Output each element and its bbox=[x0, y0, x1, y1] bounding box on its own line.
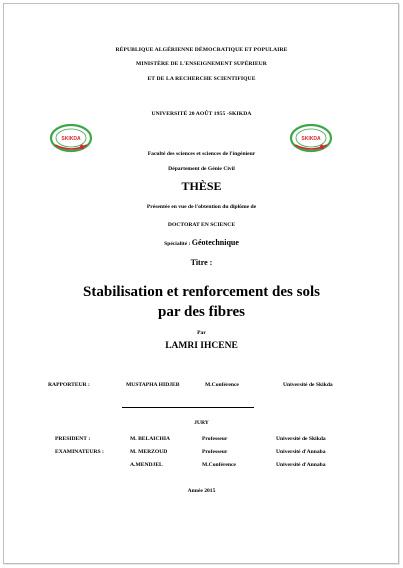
title-label: Titre : bbox=[190, 258, 213, 267]
header-research: ET DE LA RECHERCHE SCIENTIFIQUE bbox=[147, 76, 256, 82]
university-logo-left bbox=[49, 123, 93, 153]
rapporteur-name: MUSTAPHA HIDJEB bbox=[126, 382, 180, 388]
jury-grade: Professeur bbox=[202, 436, 228, 442]
jury-grade: M.Conférence bbox=[202, 462, 236, 468]
university-logo-icon bbox=[289, 123, 333, 153]
document-type: THÈSE bbox=[181, 179, 222, 193]
speciality-value: Géotechnique bbox=[191, 238, 239, 247]
university-logo-right bbox=[289, 123, 333, 153]
jury-role: PRESIDENT : bbox=[55, 436, 91, 442]
author-name: LAMRI IHCENE bbox=[165, 341, 238, 351]
rapporteur-grade: M.Conférence bbox=[205, 382, 239, 388]
degree-name: DOCTORAT EN SCIENCE bbox=[167, 222, 236, 228]
speciality bbox=[0, 238, 403, 247]
university-name: UNIVERSITÉ 20 AOÛT 1955 -SKIKDA bbox=[151, 111, 252, 117]
logo-text: SKIKDA bbox=[61, 136, 81, 142]
header-republic: RÉPUBLIQUE ALGÉRIENNE DÉMOCRATIQUE ET POPULAIRE bbox=[115, 47, 288, 53]
jury-institution: Université d'Annaba bbox=[276, 449, 326, 455]
jury-role: EXAMINATEURS : bbox=[55, 449, 104, 455]
university-logo-icon bbox=[49, 123, 93, 153]
jury-label: JURY bbox=[194, 420, 209, 426]
header-ministry: MINISTÈRE DE L'ENSEIGNEMENT SUPÉRIEUR bbox=[136, 61, 267, 67]
department-name: Département de Génie Civil bbox=[168, 166, 235, 172]
thesis-title-line-2: par des fibres bbox=[158, 304, 245, 320]
separator-line bbox=[122, 407, 254, 408]
faculty-name: Faculté des sciences et sciences de l'ingénieur bbox=[147, 151, 256, 157]
thesis-title-line-1: Stabilisation et renforcement des sols bbox=[83, 284, 320, 300]
jury-name: M. MERZOUD bbox=[130, 449, 168, 455]
jury-institution: Université de Skikda bbox=[276, 436, 326, 442]
rapporteur-role: RAPPORTEUR : bbox=[48, 382, 90, 388]
logo-text: SKIKDA bbox=[301, 136, 321, 142]
jury-institution: Université d'Annaba bbox=[276, 462, 326, 468]
jury-name: A.MENDJEL bbox=[130, 462, 163, 468]
presented-for: Présentée en vue de l'obtention du diplôme de bbox=[146, 204, 257, 210]
jury-name: M. BELAICHIA bbox=[130, 436, 171, 442]
by-label: Par bbox=[197, 330, 206, 336]
jury-grade: Professeur bbox=[202, 449, 228, 455]
speciality-label: Spécialité : bbox=[164, 241, 191, 247]
year: Année 2015 bbox=[187, 488, 216, 494]
rapporteur-institution: Université de Skikda bbox=[283, 382, 333, 388]
